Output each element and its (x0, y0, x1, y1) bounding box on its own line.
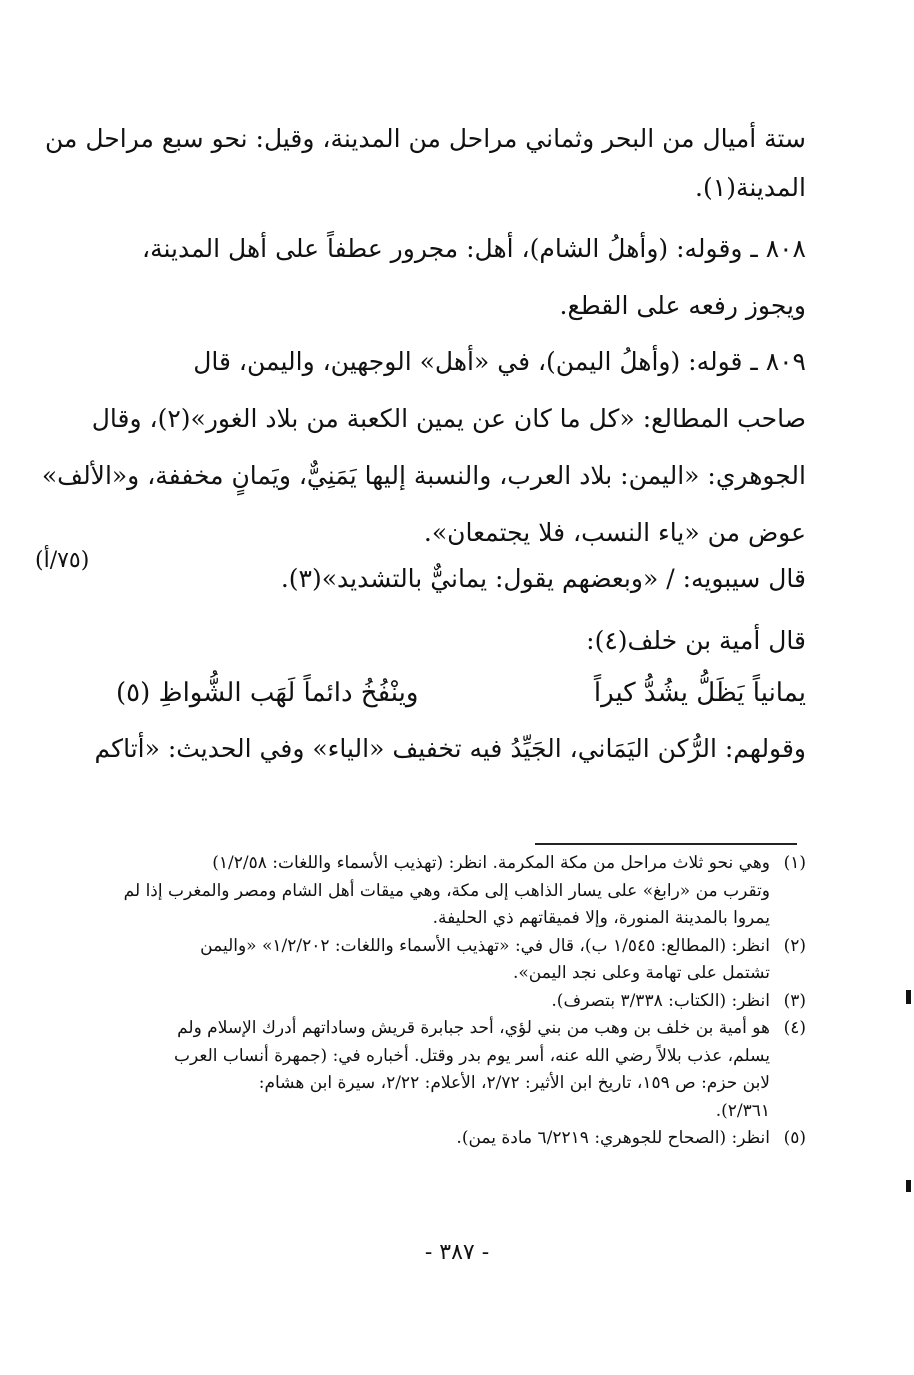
body-line: ويجوز رفعه على القطع. (559, 291, 806, 320)
scan-edge-mark (906, 990, 911, 1004)
body-line: ستة أميال من البحر وثماني مراحل من المدينة، وقيل: نحو سبع مراحل من (45, 124, 806, 153)
body-line: قال أمية بن خلف(٤): (586, 626, 806, 655)
paragraph-yamani (94, 720, 806, 777)
verse-second-hemistich: وينْفُخُ دائماً لَهَب الشُّواظِ (٥) (116, 678, 419, 708)
footnote-text (116, 1125, 770, 1153)
body-line: صاحب المطالع: «كل ما كان عن يمين الكعبة من بلاد الغور»(٢)، وقال (91, 404, 806, 433)
body-line: قال سيبويه: / «وبعضهم يقول: يمانيٌّ بالتشديد»(٣). (280, 564, 806, 593)
footnote-number: (٤) (783, 1018, 806, 1038)
footnote-2 (116, 933, 806, 988)
footnotes (116, 850, 806, 1153)
paragraph-sibawayh (116, 550, 806, 669)
footnote-text (116, 933, 770, 988)
footnote-1 (116, 850, 806, 933)
body-line: عوض من «ياء النسب، فلا يجتمعان». (423, 518, 806, 547)
footnote-text (116, 1015, 770, 1125)
verse-first-hemistich: يمانياً يَظَلُّ يشُدُّ كيراً (593, 678, 806, 708)
footnote-3 (116, 988, 806, 1016)
footnote-text (116, 988, 770, 1016)
footnote-line: انظر: (الصحاح للجوهري: ٦/٢٢١٩ مادة يمن). (456, 1128, 770, 1148)
footnote-line: هو أمية بن خلف بن وهب من بني لؤي، أحد جبابرة قريش وساداتهم أدرك الإسلام ولم (177, 1018, 770, 1038)
poetry-verse (116, 678, 806, 708)
body-line: ٨٠٩ ـ قوله: (وأهلُ اليمن)، في «أهل» الوجهين، واليمن، قال (193, 347, 806, 376)
footnote-line: ٢/٣٦١). (715, 1100, 770, 1121)
footnote-number: (٥) (783, 1128, 806, 1148)
footnote-line: وهي نحو ثلاث مراحل من مكة المكرمة. انظر: (تهذيب الأسماء واللغات: ١/٢/٥٨) (212, 853, 770, 873)
footnote-line: انظر: (المطالع: ١/٥٤٥ ب)، قال في: «تهذيب الأسماء واللغات: ١/٢/٢٠٢» «واليمن (200, 935, 770, 956)
paragraph-continuation (45, 110, 806, 209)
footnote-number: (١) (783, 853, 806, 873)
footnote-5 (116, 1125, 806, 1153)
body-line: ٨٠٨ ـ وقوله: (وأهلُ الشام)، أهل: مجرور عطفاً على أهل المدينة، (142, 234, 806, 263)
body-line: وقولهم: الرُّكن اليَمَاني، الجَيِّدُ فيه تخفيف «الياء» وفي الحديث: «أتاكم (94, 734, 806, 763)
page-number: - ٣٨٧ - (424, 1240, 490, 1265)
footnote-line: يسلم، عذب بلالاً رضي الله عنه، أسر يوم بدر وقتل. أخباره في: (جمهرة أنساب العرب (173, 1045, 770, 1066)
footnote-4 (116, 1015, 806, 1125)
manuscript-folio-note: (٧٥/أ) (35, 548, 90, 573)
footnote-line: يمروا بالمدينة المنورة، وإلا فميقاتهم ذي الحليفة. (432, 908, 770, 928)
paragraph-809 (41, 333, 806, 561)
footnote-number: (٣) (783, 990, 806, 1011)
footnote-text (116, 850, 770, 933)
scan-edge-mark (906, 1180, 911, 1192)
footnote-separator (535, 843, 797, 845)
footnote-number: (٢) (783, 935, 806, 956)
footnote-line: تشتمل على تهامة وعلى نجد اليمن». (512, 963, 770, 983)
footnote-line: انظر: (الكتاب: ٣/٣٣٨ بتصرف). (551, 990, 770, 1011)
paragraph-808 (116, 220, 806, 334)
body-line: المدينة(١). (695, 173, 806, 202)
footnote-line: لابن حزم: ص ١٥٩، تاريخ ابن الأثير: ٢/٧٢، الأعلام: ٢/٢٢، سيرة ابن هشام: (258, 1073, 770, 1093)
body-line: الجوهري: «اليمن: بلاد العرب، والنسبة إليها يَمَنِيٌّ، ويَمانٍ مخففة، و«الألف» (41, 461, 806, 490)
footnote-line: وتقرب من «رابغ» على يسار الذاهب إلى مكة، وهي ميقات أهل الشام ومصر والمغرب إذا لم (123, 880, 770, 901)
